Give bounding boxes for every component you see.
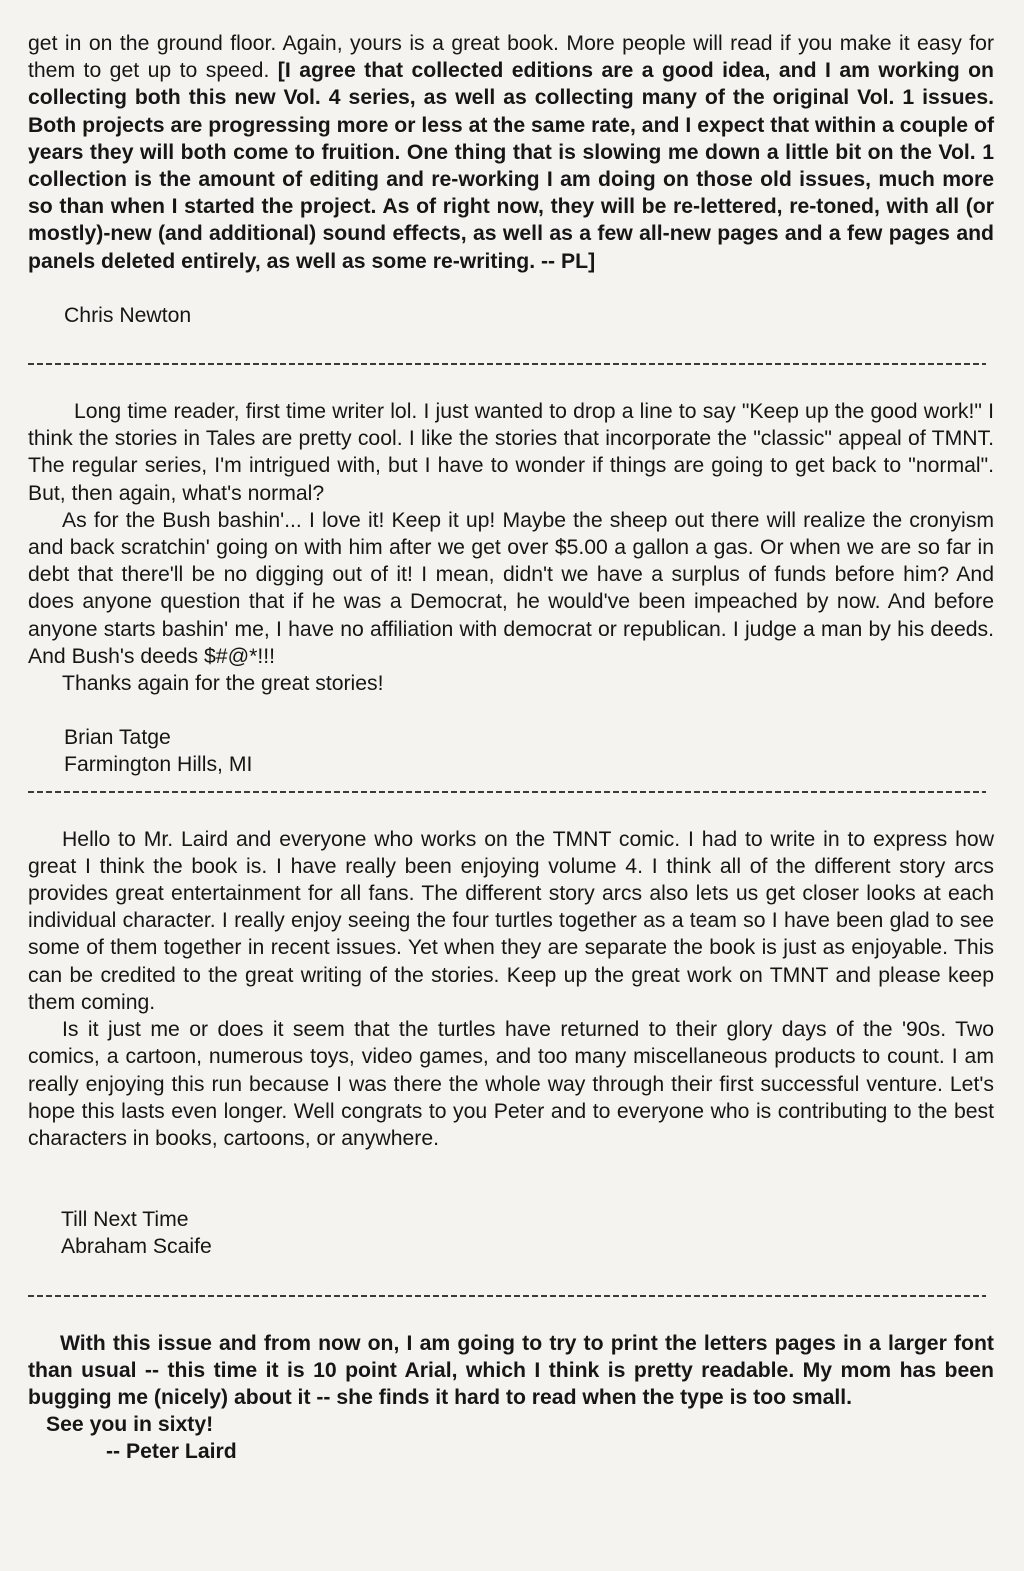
editor-reply-1: [I agree that collected editions are a good idea, and I am working on collecting both this new Vol. 4 series, as well as collecting many of the original Vol. 1 issues. Both projects are progressing more or less at the same rate, and I expect that within a couple of years they will both come to fruition. One thing that is slowing me down a little bit on the Vol. 1 collection is the amount of editing and re-working I am doing on those old issues, much more so than when I started the project. As of right now, they will be re-lettered, re-toned, with all (or mostly)-new (and additional) sound effects, as well as a few all-new pages and a few pages and panels deleted entirely, as well as some re-writing. -- PL]: [28, 59, 994, 273]
letters-page: [28, 30, 994, 1466]
letter2-signature-name: Brian Tatge: [64, 726, 171, 750]
letter1-body: [28, 30, 994, 275]
editor-note-farewell: See you in sixty!: [46, 1413, 214, 1437]
letter1-signature: Chris Newton: [64, 303, 192, 327]
letter2-signature-location: Farmington Hills, MI: [64, 753, 253, 777]
letter2-paragraph-1: Long time reader, first time writer lol. I just wanted to drop a line to say "Keep up the good work!" I think the stories in Tales are pretty cool. I like the stories that incorporate the "classic" appeal of TMNT. The regular series, I'm intrigued with, but I have to wonder if things are going to get back to "normal". But, then again, what's normal?: [28, 400, 994, 505]
letter3-paragraph-1: Hello to Mr. Laird and everyone who works on the TMNT comic. I had to write in to express how great I think the book is. I have really been enjoying volume 4. I think all of the different story arcs provides great entertainment for all fans. The different story arcs also lets us get closer looks at each individual character. I really enjoy seeing the four turtles together as a team so I have been glad to see some of them together in recent issues. Yet when they are separate the book is just as enjoyable. This can be credited to the great writing of the stories. Keep up the great work on TMNT and please keep them coming.: [28, 827, 994, 1014]
letter2-paragraph-2: As for the Bush bashin'... I love it! Keep it up! Maybe the sheep out there will realize the cronyism and back scratchin' going on with him after we get over $5.00 a gallon a gas. Or when we are so far in debt that there'll be no digging out of it! I mean, didn't we have a surplus of funds before him? And does anyone question that if he was a Democrat, he would've been impeached by now. And before anyone starts bashin' me, I have no affiliation with democrat or republican. I judge a man by his deeds. And Bush's deeds $#@*!!!: [28, 508, 994, 668]
letter2-paragraph-3: Thanks again for the great stories!: [62, 672, 384, 696]
letter3-paragraph-2: Is it just me or does it seem that the turtles have returned to their glory days of the '90s. Two comics, a cartoon, numerous toys, video games, and too many miscellaneous products to count. I am really enjoying this run because I was there the whole way through their first successful venture. Let's hope this lasts even longer. Well congrats to you Peter and to everyone who is contributing to the best characters in books, cartoons, or anywhere.: [28, 1018, 994, 1150]
letter3-signature: Abraham Scaife: [61, 1235, 212, 1259]
editor-note-signature: -- Peter Laird: [106, 1440, 237, 1464]
editor-note-text: With this issue and from now on, I am going to try to print the letters pages in a larger font than usual -- this time it is 10 point Arial, which I think is pretty readable. My mom has been bugging me (nicely) about it -- she finds it hard to read when the type is too small.: [28, 1331, 994, 1409]
letter3-closing: Till Next Time: [61, 1208, 189, 1232]
letter1-intro-text: get in on the ground floor. Again, yours is a great book. More people will read if you make it easy for them to get up to speed.: [28, 32, 994, 83]
